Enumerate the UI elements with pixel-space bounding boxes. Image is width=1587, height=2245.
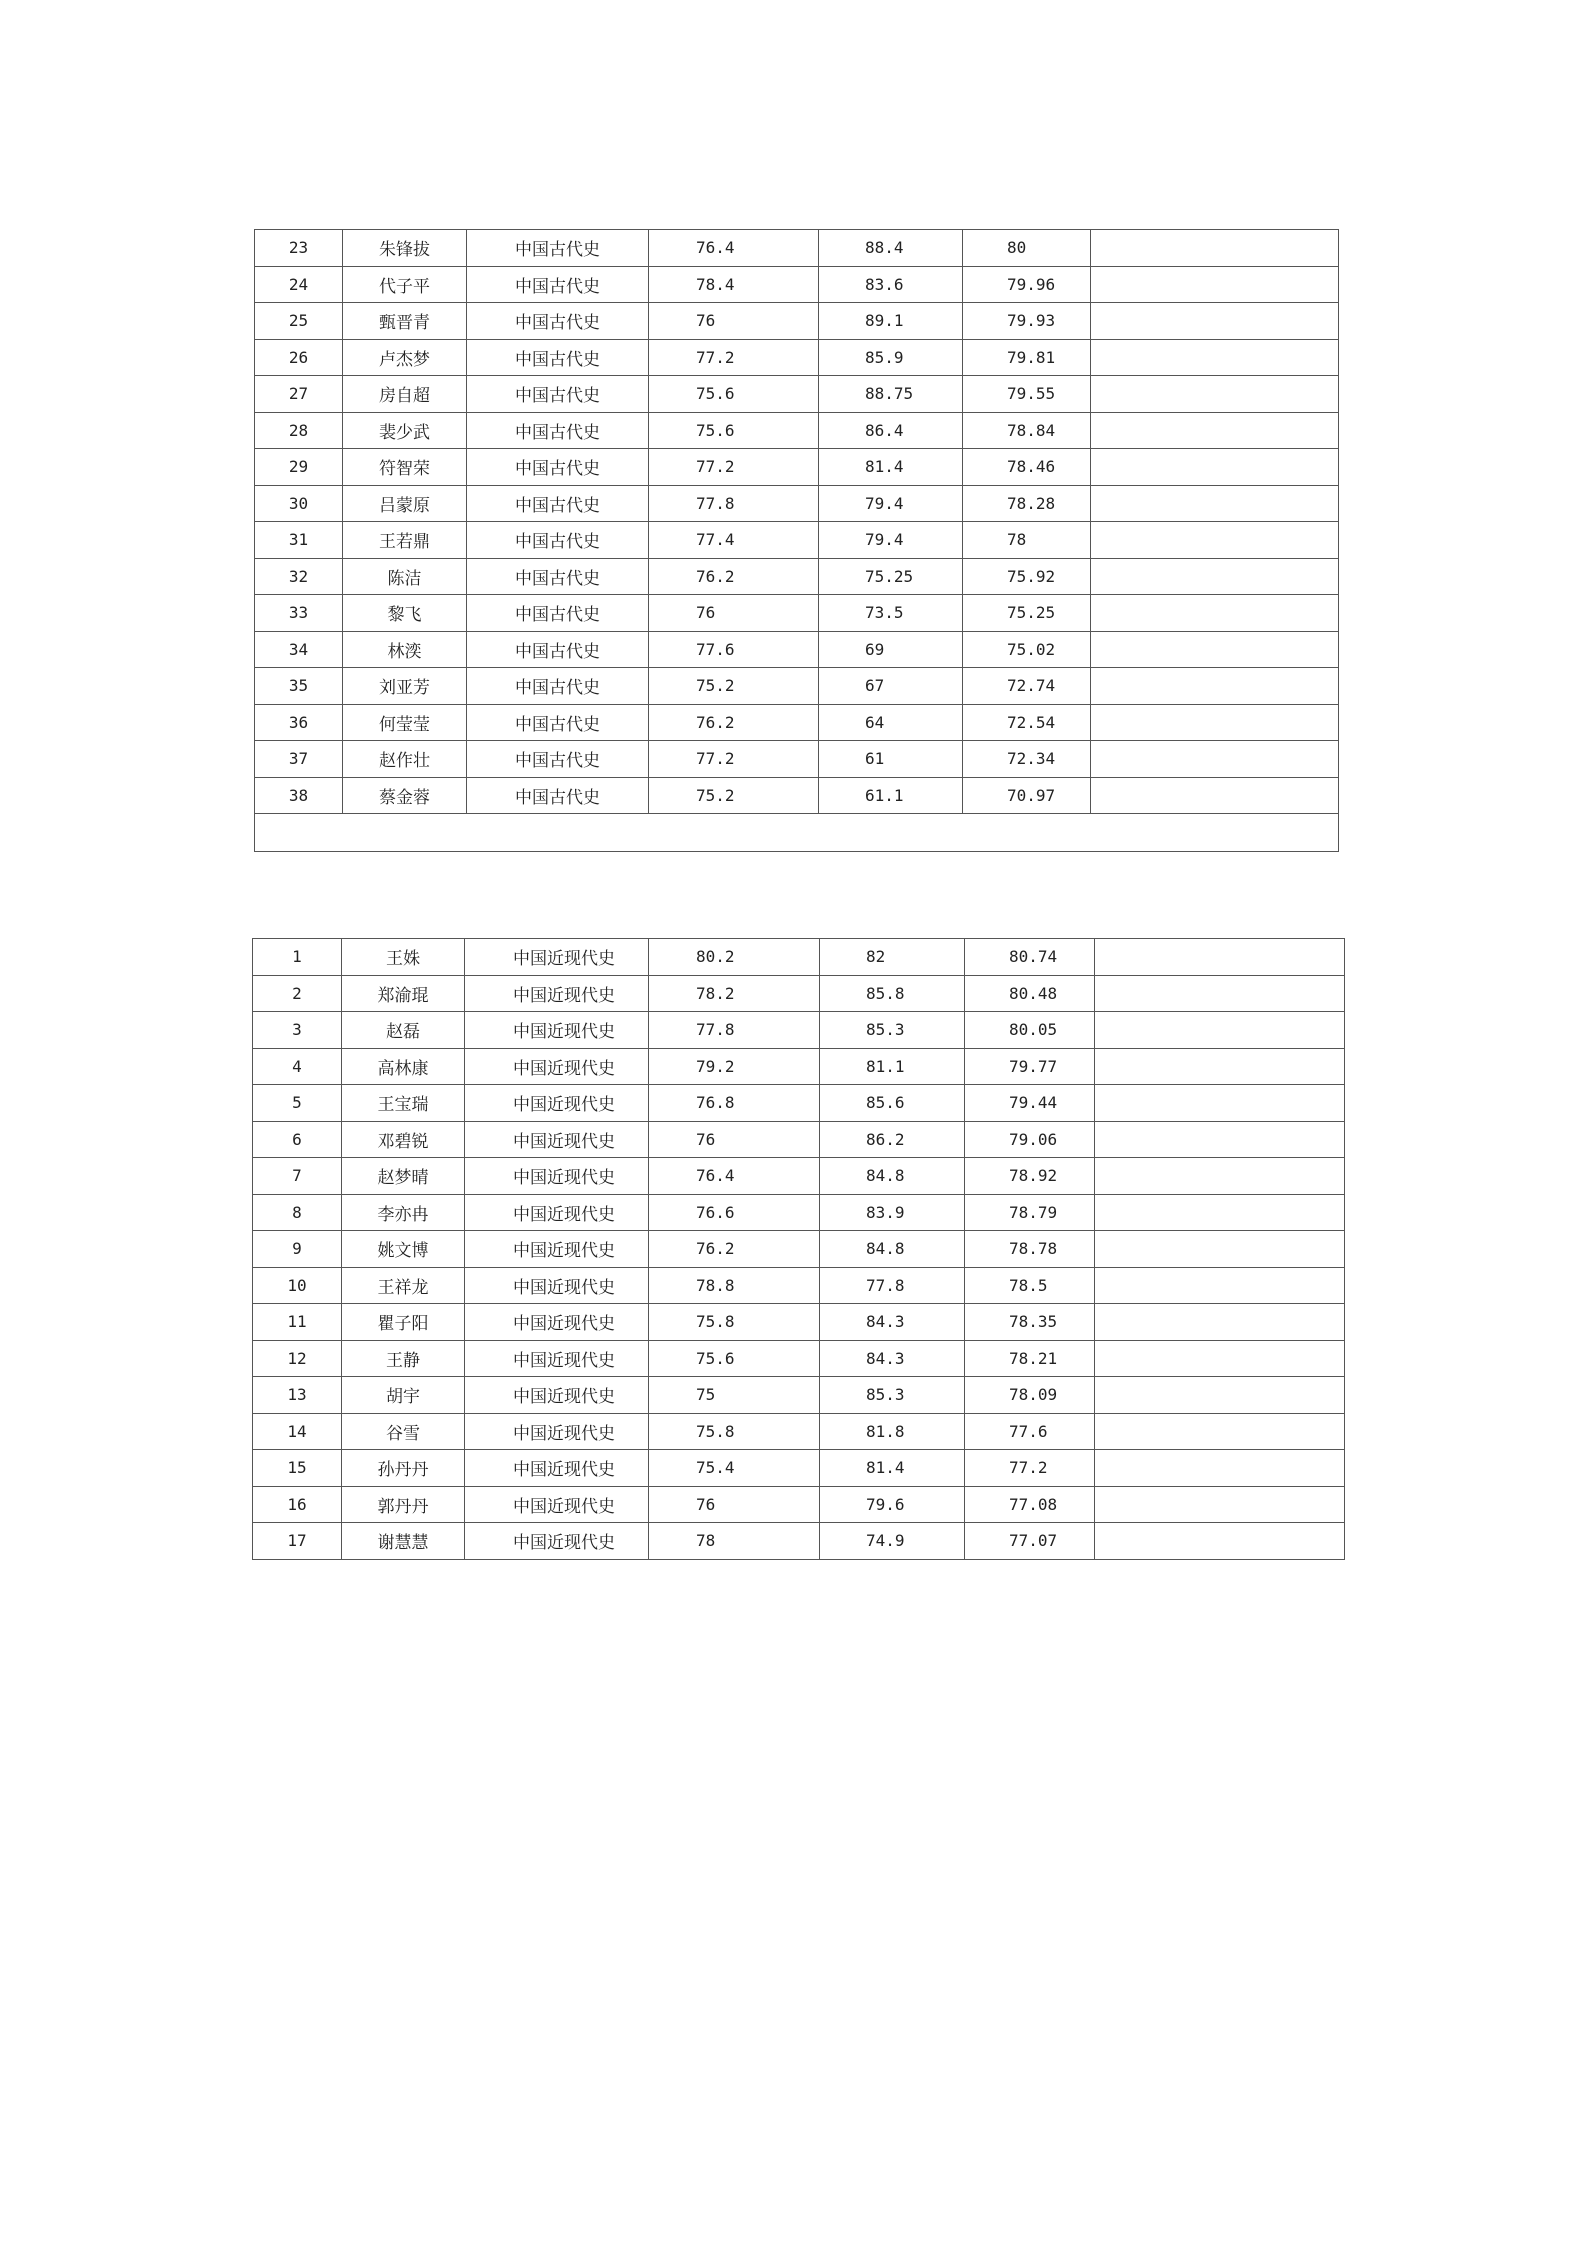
remark-cell — [1095, 1267, 1345, 1304]
major-cell: 中国古代史 — [467, 230, 649, 267]
major-cell: 中国古代史 — [467, 266, 649, 303]
written-score-cell: 75.8 — [649, 1413, 820, 1450]
rank-cell: 25 — [255, 303, 343, 340]
name-cell: 陈洁 — [343, 558, 467, 595]
written-score-cell: 76.2 — [649, 558, 819, 595]
table-row — [255, 449, 1339, 486]
interview-score-cell: 74.9 — [820, 1523, 965, 1560]
remark-cell — [1091, 485, 1339, 522]
table-row — [255, 704, 1339, 741]
remark-cell — [1091, 595, 1339, 632]
name-cell: 瞿子阳 — [342, 1304, 465, 1341]
name-cell: 胡宇 — [342, 1377, 465, 1414]
written-score-cell: 76.4 — [649, 1158, 820, 1195]
total-score-cell: 72.34 — [963, 741, 1091, 778]
name-cell: 郭丹丹 — [342, 1486, 465, 1523]
remark-cell — [1095, 1377, 1345, 1414]
rank-cell: 30 — [255, 485, 343, 522]
table-row — [253, 1413, 1345, 1450]
interview-score-cell: 81.1 — [820, 1048, 965, 1085]
rank-cell: 1 — [253, 939, 342, 976]
table-row — [253, 1121, 1345, 1158]
interview-score-cell: 61.1 — [819, 777, 963, 814]
remark-cell — [1091, 741, 1339, 778]
remark-cell — [1091, 376, 1339, 413]
rank-cell: 26 — [255, 339, 343, 376]
table-row — [255, 668, 1339, 705]
interview-score-cell: 81.4 — [819, 449, 963, 486]
remark-cell — [1091, 303, 1339, 340]
rank-cell: 5 — [253, 1085, 342, 1122]
rank-cell: 16 — [253, 1486, 342, 1523]
written-score-cell: 76.2 — [649, 704, 819, 741]
rank-cell: 31 — [255, 522, 343, 559]
major-cell: 中国近现代史 — [465, 1413, 649, 1450]
remark-cell — [1095, 1304, 1345, 1341]
name-cell: 王宝瑞 — [342, 1085, 465, 1122]
rank-cell: 17 — [253, 1523, 342, 1560]
total-score-cell: 78.84 — [963, 412, 1091, 449]
total-score-cell: 77.2 — [965, 1450, 1095, 1487]
remark-cell — [1091, 412, 1339, 449]
interview-score-cell: 75.25 — [819, 558, 963, 595]
interview-score-cell: 83.9 — [820, 1194, 965, 1231]
major-cell: 中国近现代史 — [465, 975, 649, 1012]
name-cell: 吕蒙原 — [343, 485, 467, 522]
written-score-cell: 75 — [649, 1377, 820, 1414]
name-cell: 孙丹丹 — [342, 1450, 465, 1487]
remark-cell — [1095, 1231, 1345, 1268]
major-cell: 中国古代史 — [467, 412, 649, 449]
interview-score-cell: 88.4 — [819, 230, 963, 267]
total-score-cell: 75.02 — [963, 631, 1091, 668]
table-row — [255, 230, 1339, 267]
major-cell: 中国古代史 — [467, 668, 649, 705]
remark-cell — [1095, 1340, 1345, 1377]
major-cell: 中国近现代史 — [465, 1231, 649, 1268]
rank-cell: 34 — [255, 631, 343, 668]
total-score-cell: 79.55 — [963, 376, 1091, 413]
rank-cell: 23 — [255, 230, 343, 267]
major-cell: 中国近现代史 — [465, 1377, 649, 1414]
table-row — [255, 522, 1339, 559]
written-score-cell: 75.8 — [649, 1304, 820, 1341]
name-cell: 王祥龙 — [342, 1267, 465, 1304]
interview-score-cell: 81.8 — [820, 1413, 965, 1450]
major-cell: 中国古代史 — [467, 449, 649, 486]
total-score-cell: 79.06 — [965, 1121, 1095, 1158]
interview-score-cell: 84.8 — [820, 1231, 965, 1268]
name-cell: 符智荣 — [343, 449, 467, 486]
written-score-cell: 77.6 — [649, 631, 819, 668]
table-row — [253, 1267, 1345, 1304]
name-cell: 林湙 — [343, 631, 467, 668]
table-row — [255, 595, 1339, 632]
name-cell: 邓碧锐 — [342, 1121, 465, 1158]
written-score-cell: 78.4 — [649, 266, 819, 303]
total-score-cell: 78.09 — [965, 1377, 1095, 1414]
name-cell: 蔡金蓉 — [343, 777, 467, 814]
major-cell: 中国近现代史 — [465, 1012, 649, 1049]
ancient-history-score-table — [254, 229, 1339, 852]
rank-cell: 28 — [255, 412, 343, 449]
interview-score-cell: 67 — [819, 668, 963, 705]
written-score-cell: 77.8 — [649, 1012, 820, 1049]
name-cell: 赵磊 — [342, 1012, 465, 1049]
remark-cell — [1095, 1486, 1345, 1523]
written-score-cell: 78 — [649, 1523, 820, 1560]
written-score-cell: 78.8 — [649, 1267, 820, 1304]
written-score-cell: 80.2 — [649, 939, 820, 976]
interview-score-cell: 64 — [819, 704, 963, 741]
interview-score-cell: 85.6 — [820, 1085, 965, 1122]
major-cell: 中国古代史 — [467, 595, 649, 632]
major-cell: 中国近现代史 — [465, 1194, 649, 1231]
total-score-cell: 78 — [963, 522, 1091, 559]
total-score-cell: 80.48 — [965, 975, 1095, 1012]
total-score-cell: 77.07 — [965, 1523, 1095, 1560]
total-score-cell: 78.5 — [965, 1267, 1095, 1304]
interview-score-cell: 86.4 — [819, 412, 963, 449]
interview-score-cell: 79.4 — [819, 522, 963, 559]
name-cell: 李亦冉 — [342, 1194, 465, 1231]
interview-score-cell: 85.3 — [820, 1377, 965, 1414]
remark-cell — [1095, 1450, 1345, 1487]
total-score-cell: 80 — [963, 230, 1091, 267]
remark-cell — [1091, 449, 1339, 486]
name-cell: 谷雪 — [342, 1413, 465, 1450]
rank-cell: 15 — [253, 1450, 342, 1487]
rank-cell: 13 — [253, 1377, 342, 1414]
major-cell: 中国古代史 — [467, 631, 649, 668]
table-row — [255, 303, 1339, 340]
interview-score-cell: 84.3 — [820, 1304, 965, 1341]
rank-cell: 32 — [255, 558, 343, 595]
name-cell: 姚文博 — [342, 1231, 465, 1268]
interview-score-cell: 85.9 — [819, 339, 963, 376]
rank-cell: 29 — [255, 449, 343, 486]
name-cell: 王静 — [342, 1340, 465, 1377]
interview-score-cell: 73.5 — [819, 595, 963, 632]
table-row — [253, 1158, 1345, 1195]
name-cell: 何莹莹 — [343, 704, 467, 741]
interview-score-cell: 79.6 — [820, 1486, 965, 1523]
table-row — [253, 1231, 1345, 1268]
remark-cell — [1091, 558, 1339, 595]
written-score-cell: 75.6 — [649, 412, 819, 449]
interview-score-cell: 69 — [819, 631, 963, 668]
table-row — [253, 1012, 1345, 1049]
remark-cell — [1095, 1085, 1345, 1122]
written-score-cell: 76 — [649, 1486, 820, 1523]
written-score-cell: 77.2 — [649, 741, 819, 778]
major-cell: 中国古代史 — [467, 303, 649, 340]
major-cell: 中国近现代史 — [465, 1450, 649, 1487]
name-cell: 王姝 — [342, 939, 465, 976]
empty-row — [255, 814, 1339, 852]
interview-score-cell: 82 — [820, 939, 965, 976]
rank-cell: 7 — [253, 1158, 342, 1195]
name-cell: 房自超 — [343, 376, 467, 413]
name-cell: 王若鼎 — [343, 522, 467, 559]
name-cell: 裴少武 — [343, 412, 467, 449]
written-score-cell: 75.4 — [649, 1450, 820, 1487]
rank-cell: 36 — [255, 704, 343, 741]
table-row — [255, 741, 1339, 778]
total-score-cell: 79.81 — [963, 339, 1091, 376]
interview-score-cell: 84.8 — [820, 1158, 965, 1195]
rank-cell: 8 — [253, 1194, 342, 1231]
written-score-cell: 76 — [649, 1121, 820, 1158]
rank-cell: 38 — [255, 777, 343, 814]
written-score-cell: 77.8 — [649, 485, 819, 522]
table-row — [255, 485, 1339, 522]
total-score-cell: 79.96 — [963, 266, 1091, 303]
total-score-cell: 72.74 — [963, 668, 1091, 705]
table-row — [253, 939, 1345, 976]
remark-cell — [1091, 266, 1339, 303]
total-score-cell: 75.92 — [963, 558, 1091, 595]
total-score-cell: 72.54 — [963, 704, 1091, 741]
interview-score-cell: 86.2 — [820, 1121, 965, 1158]
major-cell: 中国近现代史 — [465, 1048, 649, 1085]
name-cell: 谢慧慧 — [342, 1523, 465, 1560]
total-score-cell: 78.79 — [965, 1194, 1095, 1231]
interview-score-cell: 85.3 — [820, 1012, 965, 1049]
name-cell: 郑渝琨 — [342, 975, 465, 1012]
written-score-cell: 76.6 — [649, 1194, 820, 1231]
written-score-cell: 75.6 — [649, 1340, 820, 1377]
written-score-cell: 77.2 — [649, 339, 819, 376]
interview-score-cell: 89.1 — [819, 303, 963, 340]
major-cell: 中国古代史 — [467, 485, 649, 522]
table-row — [255, 777, 1339, 814]
table-row — [255, 339, 1339, 376]
rank-cell: 9 — [253, 1231, 342, 1268]
major-cell: 中国近现代史 — [465, 1121, 649, 1158]
rank-cell: 14 — [253, 1413, 342, 1450]
rank-cell: 3 — [253, 1012, 342, 1049]
name-cell: 黎飞 — [343, 595, 467, 632]
remark-cell — [1091, 777, 1339, 814]
total-score-cell: 79.44 — [965, 1085, 1095, 1122]
total-score-cell: 80.74 — [965, 939, 1095, 976]
name-cell: 高林康 — [342, 1048, 465, 1085]
remark-cell — [1091, 339, 1339, 376]
table-row — [253, 1523, 1345, 1560]
name-cell: 卢杰梦 — [343, 339, 467, 376]
major-cell: 中国近现代史 — [465, 1486, 649, 1523]
total-score-cell: 78.21 — [965, 1340, 1095, 1377]
written-score-cell: 78.2 — [649, 975, 820, 1012]
total-score-cell: 77.08 — [965, 1486, 1095, 1523]
rank-cell: 37 — [255, 741, 343, 778]
table-row — [255, 266, 1339, 303]
name-cell: 赵作壮 — [343, 741, 467, 778]
total-score-cell: 79.77 — [965, 1048, 1095, 1085]
major-cell: 中国近现代史 — [465, 1340, 649, 1377]
table-row — [255, 376, 1339, 413]
remark-cell — [1095, 975, 1345, 1012]
table-row — [255, 631, 1339, 668]
remark-cell — [1095, 1523, 1345, 1560]
table-row — [253, 1194, 1345, 1231]
major-cell: 中国近现代史 — [465, 1085, 649, 1122]
remark-cell — [1095, 939, 1345, 976]
major-cell: 中国古代史 — [467, 339, 649, 376]
written-score-cell: 76 — [649, 303, 819, 340]
rank-cell: 11 — [253, 1304, 342, 1341]
written-score-cell: 79.2 — [649, 1048, 820, 1085]
remark-cell — [1091, 522, 1339, 559]
major-cell: 中国近现代史 — [465, 1158, 649, 1195]
remark-cell — [1091, 230, 1339, 267]
remark-cell — [1091, 704, 1339, 741]
remark-cell — [1095, 1012, 1345, 1049]
total-score-cell: 77.6 — [965, 1413, 1095, 1450]
interview-score-cell: 84.3 — [820, 1340, 965, 1377]
name-cell: 代子平 — [343, 266, 467, 303]
rank-cell: 12 — [253, 1340, 342, 1377]
written-score-cell: 76.4 — [649, 230, 819, 267]
major-cell: 中国古代史 — [467, 777, 649, 814]
name-cell: 朱锋拔 — [343, 230, 467, 267]
remark-cell — [1095, 1121, 1345, 1158]
interview-score-cell: 81.4 — [820, 1450, 965, 1487]
total-score-cell: 78.92 — [965, 1158, 1095, 1195]
rank-cell: 2 — [253, 975, 342, 1012]
table-row — [253, 1340, 1345, 1377]
table-row — [255, 412, 1339, 449]
rank-cell: 33 — [255, 595, 343, 632]
major-cell: 中国古代史 — [467, 558, 649, 595]
table-row — [255, 558, 1339, 595]
written-score-cell: 76.2 — [649, 1231, 820, 1268]
written-score-cell: 77.2 — [649, 449, 819, 486]
remark-cell — [1095, 1158, 1345, 1195]
table-row — [253, 1450, 1345, 1487]
written-score-cell: 76.8 — [649, 1085, 820, 1122]
remark-cell — [1095, 1048, 1345, 1085]
table-row — [253, 1048, 1345, 1085]
major-cell: 中国近现代史 — [465, 939, 649, 976]
written-score-cell: 77.4 — [649, 522, 819, 559]
interview-score-cell: 88.75 — [819, 376, 963, 413]
major-cell: 中国古代史 — [467, 522, 649, 559]
major-cell: 中国近现代史 — [465, 1267, 649, 1304]
major-cell: 中国近现代史 — [465, 1304, 649, 1341]
name-cell: 甄晋青 — [343, 303, 467, 340]
total-score-cell: 78.28 — [963, 485, 1091, 522]
rank-cell: 10 — [253, 1267, 342, 1304]
written-score-cell: 76 — [649, 595, 819, 632]
major-cell: 中国古代史 — [467, 741, 649, 778]
remark-cell — [1091, 631, 1339, 668]
total-score-cell: 78.78 — [965, 1231, 1095, 1268]
table-row — [253, 975, 1345, 1012]
table-row — [253, 1377, 1345, 1414]
remark-cell — [1095, 1194, 1345, 1231]
total-score-cell: 80.05 — [965, 1012, 1095, 1049]
rank-cell: 24 — [255, 266, 343, 303]
major-cell: 中国古代史 — [467, 376, 649, 413]
rank-cell: 6 — [253, 1121, 342, 1158]
rank-cell: 4 — [253, 1048, 342, 1085]
empty-cell — [255, 814, 1339, 852]
written-score-cell: 75.2 — [649, 668, 819, 705]
rank-cell: 35 — [255, 668, 343, 705]
modern-history-score-table — [252, 938, 1345, 1560]
interview-score-cell: 85.8 — [820, 975, 965, 1012]
remark-cell — [1091, 668, 1339, 705]
major-cell: 中国近现代史 — [465, 1523, 649, 1560]
remark-cell — [1095, 1413, 1345, 1450]
total-score-cell: 70.97 — [963, 777, 1091, 814]
total-score-cell: 78.46 — [963, 449, 1091, 486]
written-score-cell: 75.6 — [649, 376, 819, 413]
table-row — [253, 1304, 1345, 1341]
table-row — [253, 1085, 1345, 1122]
interview-score-cell: 77.8 — [820, 1267, 965, 1304]
interview-score-cell: 61 — [819, 741, 963, 778]
interview-score-cell: 79.4 — [819, 485, 963, 522]
major-cell: 中国古代史 — [467, 704, 649, 741]
total-score-cell: 78.35 — [965, 1304, 1095, 1341]
total-score-cell: 75.25 — [963, 595, 1091, 632]
written-score-cell: 75.2 — [649, 777, 819, 814]
table-row — [253, 1486, 1345, 1523]
interview-score-cell: 83.6 — [819, 266, 963, 303]
total-score-cell: 79.93 — [963, 303, 1091, 340]
name-cell: 刘亚芳 — [343, 668, 467, 705]
name-cell: 赵梦晴 — [342, 1158, 465, 1195]
rank-cell: 27 — [255, 376, 343, 413]
